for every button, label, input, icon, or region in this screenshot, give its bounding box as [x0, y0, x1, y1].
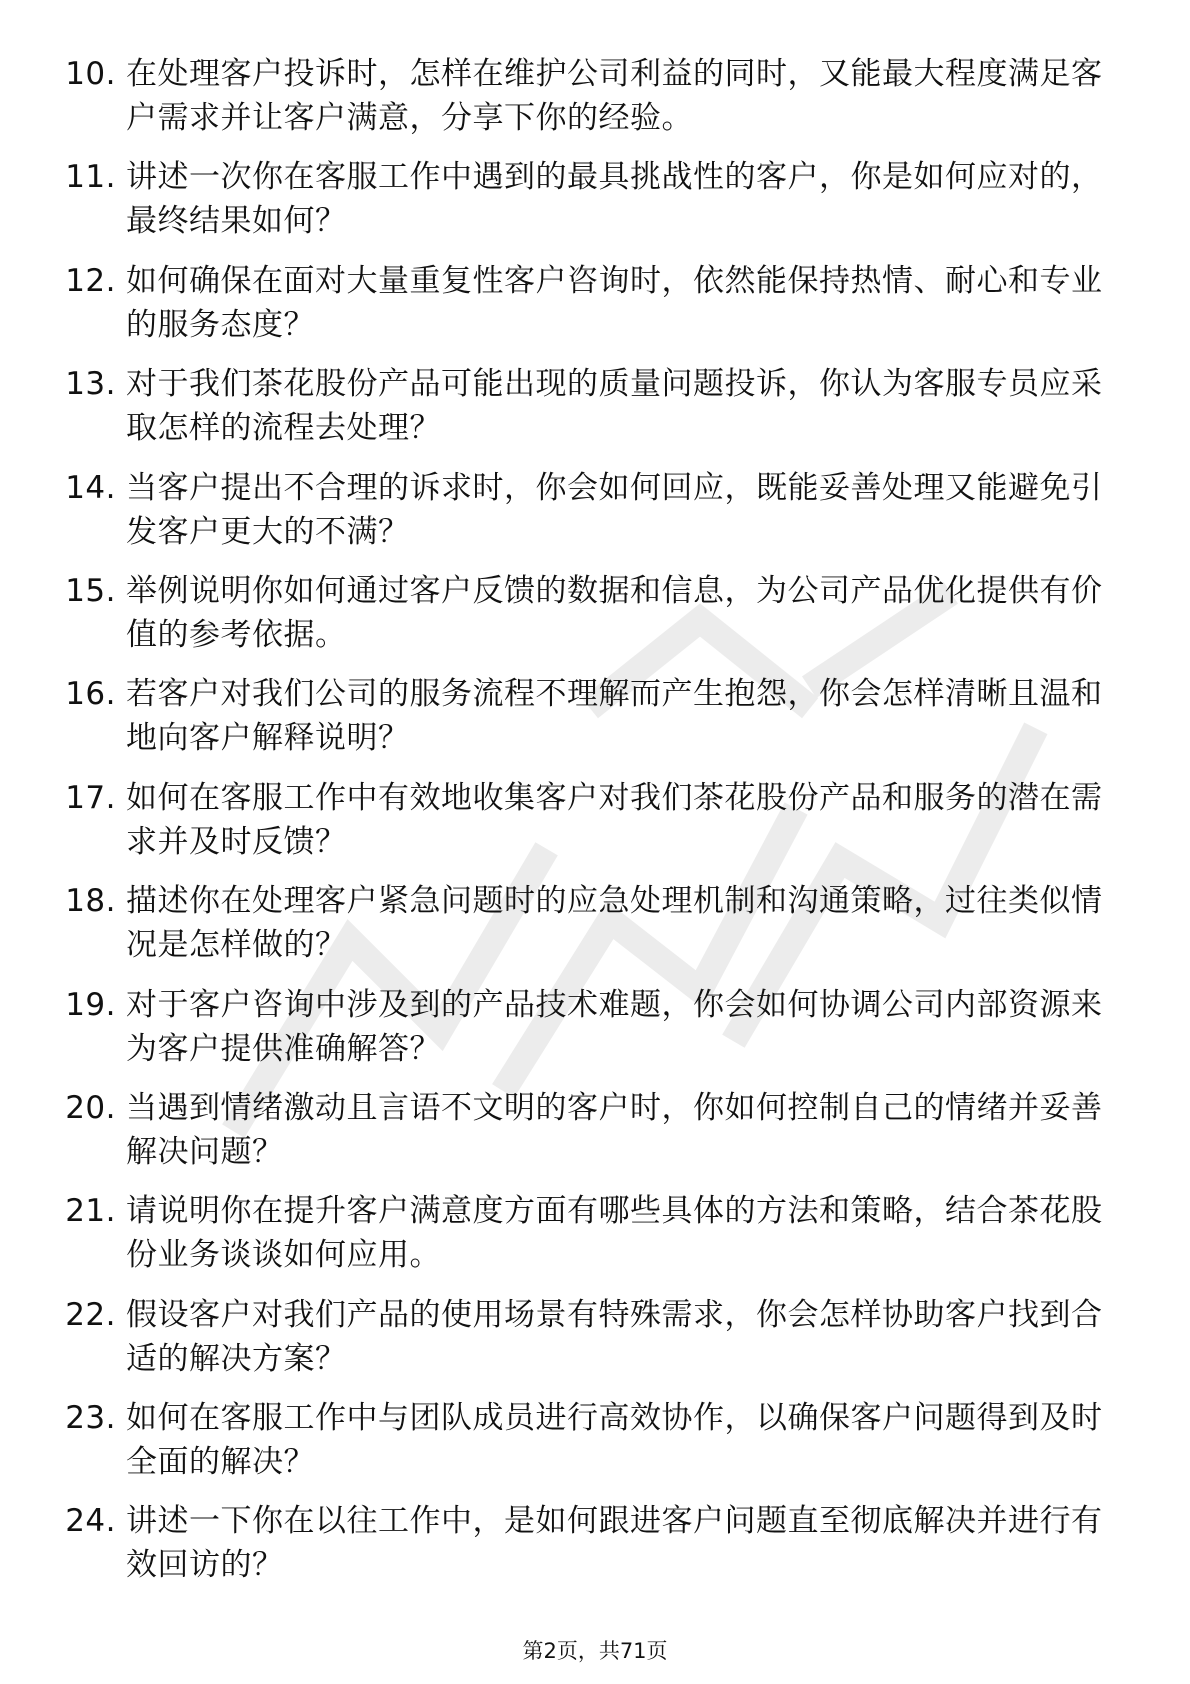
question-number: 15. [65, 572, 116, 609]
list-item [0, 983, 1190, 1086]
question-number: 18. [65, 883, 116, 920]
list-item [0, 1086, 1190, 1189]
question-number: 12. [65, 262, 116, 299]
page-number-label: 第2页，共71页 [522, 1639, 668, 1663]
question-text: 当客户提出不合理的诉求时，你会如何回应，既能妥善处理又能避免引发客户更大的不满？ [126, 469, 1103, 550]
list-item [0, 1293, 1190, 1396]
question-list [0, 52, 1190, 1603]
question-number: 24. [65, 1503, 116, 1540]
question-text: 在处理客户投诉时，怎样在维护公司利益的同时，又能最大程度满足客户需求并让客户满意，分享下你的经验。 [126, 56, 1103, 136]
question-number: 21. [65, 1193, 116, 1230]
question-text: 对于我们茶花股份产品可能出现的质量问题投诉，你认为客服专员应采取怎样的流程去处理？ [126, 366, 1103, 447]
question-number: 10. [65, 56, 116, 92]
question-number: 11. [65, 159, 116, 196]
question-number: 20. [65, 1089, 116, 1126]
list-item [0, 52, 1190, 155]
question-text: 当遇到情绪激动且言语不文明的客户时，你如何控制自己的情绪并妥善解决问题？ [126, 1089, 1103, 1170]
question-number: 16. [65, 676, 116, 713]
question-text: 对于客户咨询中涉及到的产品技术难题，你会如何协调公司内部资源来为客户提供准确解答？ [126, 986, 1103, 1067]
question-text: 举例说明你如何通过客户反馈的数据和信息，为公司产品优化提供有价值的参考依据。 [126, 572, 1103, 653]
question-number: 17. [65, 779, 116, 816]
list-item [0, 569, 1190, 672]
question-text: 讲述一下你在以往工作中，是如何跟进客户问题直至彻底解决并进行有效回访的？ [126, 1503, 1103, 1584]
list-item [0, 1499, 1190, 1602]
question-number: 13. [65, 366, 116, 403]
question-text: 如何在客服工作中有效地收集客户对我们茶花股份产品和服务的潜在需求并及时反馈？ [126, 779, 1103, 860]
list-item [0, 879, 1190, 982]
list-item [0, 776, 1190, 879]
list-item [0, 1189, 1190, 1292]
list-item [0, 155, 1190, 258]
question-number: 23. [65, 1400, 116, 1437]
list-item [0, 362, 1190, 465]
question-text: 描述你在处理客户紧急问题时的应急处理机制和沟通策略，过往类似情况是怎样做的？ [126, 883, 1103, 964]
question-text: 讲述一次你在客服工作中遇到的最具挑战性的客户，你是如何应对的，最终结果如何？ [126, 159, 1103, 240]
question-text: 若客户对我们公司的服务流程不理解而产生抱怨，你会怎样清晰且温和地向客户解释说明？ [126, 676, 1103, 757]
question-number: 19. [65, 986, 116, 1023]
list-item [0, 672, 1190, 775]
list-item [0, 1396, 1190, 1499]
question-text: 请说明你在提升客户满意度方面有哪些具体的方法和策略，结合茶花股份业务谈谈如何应用。 [126, 1193, 1103, 1274]
page-footer [0, 1637, 1190, 1665]
question-text: 如何在客服工作中与团队成员进行高效协作，以确保客户问题得到及时全面的解决？ [126, 1400, 1103, 1481]
question-text: 假设客户对我们产品的使用场景有特殊需求，你会怎样协助客户找到合适的解决方案？ [126, 1296, 1103, 1377]
question-text: 如何确保在面对大量重复性客户咨询时，依然能保持热情、耐心和专业的服务态度？ [126, 262, 1103, 343]
question-number: 22. [65, 1296, 116, 1333]
list-item [0, 466, 1190, 569]
question-number: 14. [65, 469, 116, 506]
list-item [0, 259, 1190, 362]
